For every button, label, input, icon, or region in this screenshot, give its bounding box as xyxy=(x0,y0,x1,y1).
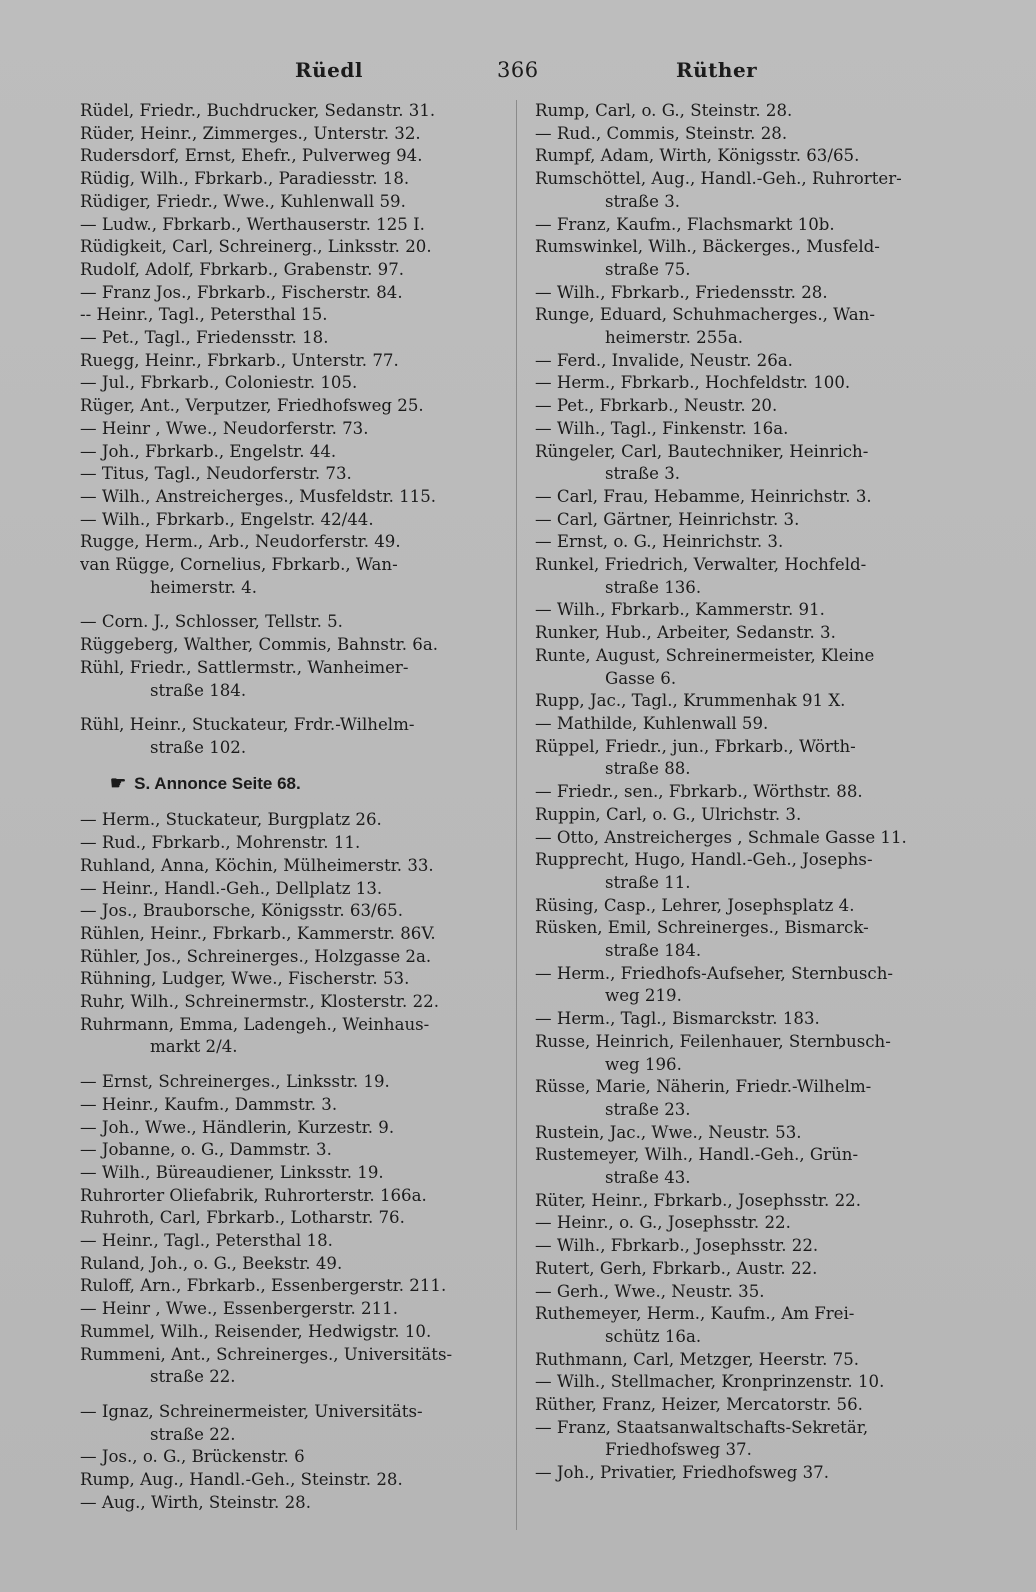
directory-entry: Rupp, Jac., Tagl., Krummenhak 91 X. xyxy=(535,691,846,711)
directory-entry-continuation: straße 184. xyxy=(150,680,247,700)
directory-entry: Ruland, Joh., o. G., Beekstr. 49. xyxy=(80,1253,343,1273)
directory-entry: — Herm., Fbrkarb., Hochfeldstr. 100. xyxy=(535,373,851,393)
directory-entry: — Carl, Gärtner, Heinrichstr. 3. xyxy=(535,509,800,529)
page-number: 366 xyxy=(497,58,539,82)
directory-entry-continuation: markt 2/4. xyxy=(150,1037,238,1057)
directory-entry: — Gerh., Wwe., Neustr. 35. xyxy=(535,1281,765,1301)
directory-entry: — Joh., Fbrkarb., Engelstr. 44. xyxy=(80,441,337,461)
directory-entry: Runge, Eduard, Schuhmacherges., Wan- xyxy=(535,305,875,325)
directory-entry: — Wilh., Stellmacher, Kronprinzenstr. 10. xyxy=(535,1372,885,1392)
directory-entry: — Wilh., Fbrkarb., Friedensstr. 28. xyxy=(535,282,828,302)
directory-entry: Rump, Aug., Handl.-Geh., Steinstr. 28. xyxy=(80,1470,403,1490)
directory-entry: Rühl, Heinr., Stuckateur, Frdr.-Wilhelm- xyxy=(80,715,415,735)
directory-entry-continuation: straße 11. xyxy=(605,872,691,892)
directory-entry: Rumpf, Adam, Wirth, Königsstr. 63/65. xyxy=(535,146,860,166)
header-right-keyword: Rüther xyxy=(676,58,758,82)
directory-entry: — Wilh., Büreaudiener, Linksstr. 19. xyxy=(80,1162,384,1182)
directory-entry: — Wilh., Fbrkarb., Josephsstr. 22. xyxy=(535,1236,819,1256)
directory-entry: Rüter, Heinr., Fbrkarb., Josephsstr. 22. xyxy=(535,1190,861,1210)
directory-entry: Rudolf, Adolf, Fbrkarb., Grabenstr. 97. xyxy=(80,259,405,279)
directory-entry: -- Heinr., Tagl., Petersthal 15. xyxy=(80,305,328,325)
directory-entry: — Aug., Wirth, Steinstr. 28. xyxy=(80,1492,311,1512)
directory-entry: — Franz Jos., Fbrkarb., Fischerstr. 84. xyxy=(80,282,403,302)
directory-entry: — Wilh., Fbrkarb., Engelstr. 42/44. xyxy=(80,509,374,529)
directory-entry: Runker, Hub., Arbeiter, Sedanstr. 3. xyxy=(535,623,836,643)
directory-entry: Ruloff, Arn., Fbrkarb., Essenbergerstr. 211. xyxy=(80,1276,447,1296)
directory-entry: Ruthemeyer, Herm., Kaufm., Am Frei- xyxy=(535,1304,855,1324)
directory-entry: Rüdigkeit, Carl, Schreinerg., Linksstr. 20. xyxy=(80,237,432,257)
directory-entry: — Heinr , Wwe., Neudorferstr. 73. xyxy=(80,418,369,438)
directory-entry: Rühler, Jos., Schreinerges., Holzgasse 2a. xyxy=(80,946,432,966)
directory-entry-continuation: straße 88. xyxy=(605,759,691,779)
directory-entry-continuation: straße 136. xyxy=(605,577,702,597)
directory-entry-continuation: weg 219. xyxy=(605,986,682,1006)
directory-entry: — Joh., Wwe., Händlerin, Kurzestr. 9. xyxy=(80,1117,395,1137)
directory-entry: — Wilh., Tagl., Finkenstr. 16a. xyxy=(535,418,789,438)
directory-entry-continuation: schütz 16a. xyxy=(605,1326,702,1346)
annonce-reference xyxy=(80,772,510,796)
directory-entry-continuation: Gasse 6. xyxy=(605,668,677,688)
directory-entry: Rustein, Jac., Wwe., Neustr. 53. xyxy=(535,1122,802,1142)
directory-entry: — Franz, Staatsanwaltschafts-Sekretär, xyxy=(535,1417,869,1437)
directory-entry-continuation: straße 184. xyxy=(605,941,702,961)
directory-entry-continuation: heimerstr. 255a. xyxy=(605,328,743,348)
directory-entry: — Pet., Tagl., Friedensstr. 18. xyxy=(80,328,329,348)
directory-entry-continuation: heimerstr. 4. xyxy=(150,577,257,597)
left-column xyxy=(80,100,510,1514)
pointing-hand-icon: ☛ xyxy=(110,772,127,793)
directory-entry: Rüngeler, Carl, Bautechniker, Heinrich- xyxy=(535,441,869,461)
directory-entry-continuation: straße 3. xyxy=(605,191,681,211)
directory-entry: Ruegg, Heinr., Fbrkarb., Unterstr. 77. xyxy=(80,350,399,370)
directory-entry: — Rud., Commis, Steinstr. 28. xyxy=(535,123,788,143)
directory-entry: Rumschöttel, Aug., Handl.-Geh., Ruhrorter- xyxy=(535,169,902,189)
directory-entry: — Jos., o. G., Brückenstr. 6 xyxy=(80,1447,305,1467)
directory-entry: Runkel, Friedrich, Verwalter, Hochfeld- xyxy=(535,555,867,575)
directory-entry: Ruhr, Wilh., Schreinermstr., Klosterstr. 22. xyxy=(80,992,439,1012)
directory-entry-continuation: Friedhofsweg 37. xyxy=(605,1440,752,1460)
directory-entry: Rummeni, Ant., Schreinerges., Universitäts- xyxy=(80,1344,453,1364)
directory-entry: — Ludw., Fbrkarb., Werthauserstr. 125 I. xyxy=(80,214,425,234)
directory-entry: Ruhrorter Oliefabrik, Ruhrorterstr. 166a. xyxy=(80,1185,427,1205)
directory-entry: Rüdig, Wilh., Fbrkarb., Paradiesstr. 18. xyxy=(80,169,410,189)
directory-entry: Rüdel, Friedr., Buchdrucker, Sedanstr. 31. xyxy=(80,101,436,120)
directory-entry: — Herm., Friedhofs-Aufseher, Sternbusch- xyxy=(535,963,893,983)
directory-entry: — Wilh., Fbrkarb., Kammerstr. 91. xyxy=(535,600,825,620)
directory-entry: Rugge, Herm., Arb., Neudorferstr. 49. xyxy=(80,532,401,552)
directory-entry: Rumswinkel, Wilh., Bäckerges., Musfeld- xyxy=(535,237,880,257)
directory-entry: Rüggeberg, Walther, Commis, Bahnstr. 6a. xyxy=(80,635,438,655)
directory-entry: Rustemeyer, Wilh., Handl.-Geh., Grün- xyxy=(535,1145,859,1165)
column-divider xyxy=(516,100,517,1530)
directory-entry: — Heinr , Wwe., Essenbergerstr. 211. xyxy=(80,1299,399,1319)
directory-entry: — Jos., Brauborsche, Königsstr. 63/65. xyxy=(80,901,403,921)
directory-entry: van Rügge, Cornelius, Fbrkarb., Wan- xyxy=(80,555,398,575)
directory-entry: — Friedr., sen., Fbrkarb., Wörthstr. 88. xyxy=(535,782,863,802)
directory-entry: Rüsse, Marie, Näherin, Friedr.-Wilhelm- xyxy=(535,1077,872,1097)
directory-entry: Rüppel, Friedr., jun., Fbrkarb., Wörth- xyxy=(535,736,856,756)
directory-entry: Ruthmann, Carl, Metzger, Heerstr. 75. xyxy=(535,1349,860,1369)
directory-entry: — Herm., Tagl., Bismarckstr. 183. xyxy=(535,1009,820,1029)
directory-entry: — Ernst, o. G., Heinrichstr. 3. xyxy=(535,532,784,552)
directory-entry: Ruhland, Anna, Köchin, Mülheimerstr. 33. xyxy=(80,855,434,875)
annonce-text: S. Annonce Seite 68. xyxy=(134,773,301,793)
directory-entry: — Ferd., Invalide, Neustr. 26a. xyxy=(535,350,793,370)
directory-entry: Rühlen, Heinr., Fbrkarb., Kammerstr. 86V. xyxy=(80,923,436,943)
directory-entry-continuation: straße 3. xyxy=(605,464,681,484)
directory-entry: — Jul., Fbrkarb., Coloniestr. 105. xyxy=(80,373,358,393)
directory-entry: Rutert, Gerh, Fbrkarb., Austr. 22. xyxy=(535,1258,818,1278)
directory-entry-continuation: straße 43. xyxy=(605,1168,691,1188)
directory-entry: — Pet., Fbrkarb., Neustr. 20. xyxy=(535,396,778,416)
directory-entry: Rüsken, Emil, Schreinerges., Bismarck- xyxy=(535,918,869,938)
directory-entry: Rupprecht, Hugo, Handl.-Geh., Josephs- xyxy=(535,850,873,870)
directory-entry: — Wilh., Anstreicherges., Musfeldstr. 115. xyxy=(80,486,437,506)
directory-entry: Rüdiger, Friedr., Wwe., Kuhlenwall 59. xyxy=(80,191,406,211)
directory-entry-continuation: straße 102. xyxy=(150,737,247,757)
directory-entry: — Heinr., Kaufm., Dammstr. 3. xyxy=(80,1094,338,1114)
directory-entry: Rüther, Franz, Heizer, Mercatorstr. 56. xyxy=(535,1395,863,1415)
directory-entry: Rüsing, Casp., Lehrer, Josephsplatz 4. xyxy=(535,895,855,915)
directory-entry: Rummel, Wilh., Reisender, Hedwigstr. 10. xyxy=(80,1321,432,1341)
directory-entry: Ruhrmann, Emma, Ladengeh., Weinhaus- xyxy=(80,1014,430,1034)
directory-entry: — Heinr., Tagl., Petersthal 18. xyxy=(80,1231,333,1251)
directory-entry: — Rud., Fbrkarb., Mohrenstr. 11. xyxy=(80,833,361,853)
directory-entry: Rühl, Friedr., Sattlermstr., Wanheimer- xyxy=(80,657,409,677)
directory-entry: Ruppin, Carl, o. G., Ulrichstr. 3. xyxy=(535,804,802,824)
directory-entry: — Carl, Frau, Hebamme, Heinrichstr. 3. xyxy=(535,486,872,506)
directory-entry: Rüger, Ant., Verputzer, Friedhofsweg 25. xyxy=(80,396,424,416)
directory-entry: Rüder, Heinr., Zimmerges., Unterstr. 32. xyxy=(80,123,421,143)
directory-entry: — Heinr., Handl.-Geh., Dellplatz 13. xyxy=(80,878,383,898)
directory-entry: — Jobanne, o. G., Dammstr. 3. xyxy=(80,1140,332,1160)
directory-entry: — Ernst, Schreinerges., Linksstr. 19. xyxy=(80,1072,390,1092)
directory-entry: — Ignaz, Schreinermeister, Universitäts- xyxy=(80,1401,423,1421)
directory-entry-continuation: straße 23. xyxy=(605,1099,691,1119)
directory-entry: — Herm., Stuckateur, Burgplatz 26. xyxy=(80,810,382,830)
right-column xyxy=(535,100,960,1485)
directory-entry-continuation: straße 22. xyxy=(150,1367,236,1387)
directory-entry: Ruhroth, Carl, Fbrkarb., Lotharstr. 76. xyxy=(80,1208,405,1228)
directory-entry-continuation: straße 75. xyxy=(605,259,691,279)
directory-entry: — Corn. J., Schlosser, Tellstr. 5. xyxy=(80,612,343,632)
directory-entry: — Joh., Privatier, Friedhofsweg 37. xyxy=(535,1463,829,1483)
directory-entry-continuation: straße 22. xyxy=(150,1424,236,1444)
directory-entry: Rühning, Ludger, Wwe., Fischerstr. 53. xyxy=(80,969,410,989)
directory-entry: Rudersdorf, Ernst, Ehefr., Pulverweg 94. xyxy=(80,146,423,166)
directory-entry: Russe, Heinrich, Feilenhauer, Sternbusch- xyxy=(535,1031,891,1051)
directory-entry: Runte, August, Schreinermeister, Kleine xyxy=(535,645,875,665)
directory-entry-continuation: weg 196. xyxy=(605,1054,682,1074)
directory-entry: — Titus, Tagl., Neudorferstr. 73. xyxy=(80,464,352,484)
directory-entry: Rump, Carl, o. G., Steinstr. 28. xyxy=(535,101,793,120)
directory-entry: — Heinr., o. G., Josephsstr. 22. xyxy=(535,1213,791,1233)
directory-entry: — Mathilde, Kuhlenwall 59. xyxy=(535,713,769,733)
directory-entry: — Otto, Anstreicherges , Schmale Gasse 11. xyxy=(535,827,907,847)
header-left-keyword: Rüedl xyxy=(295,58,363,82)
directory-entry: — Franz, Kaufm., Flachsmarkt 10b. xyxy=(535,214,835,234)
